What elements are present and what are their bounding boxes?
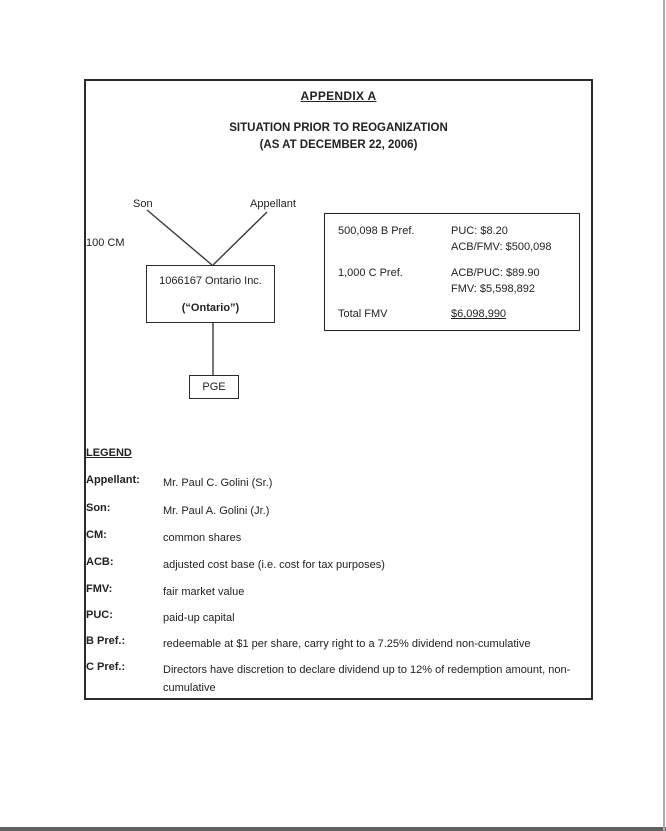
legend-title: LEGEND: [86, 447, 132, 459]
share-class-b-acb-fmv: ACB/FMV: $500,098: [451, 241, 552, 253]
legend-term: CM:: [86, 529, 107, 541]
share-details-box: [324, 213, 580, 331]
share-class-c-acb-puc: ACB/PUC: $89.90: [451, 267, 540, 279]
scan-edge-bottom: [0, 827, 666, 831]
legend-term: C Pref.:: [86, 661, 126, 673]
appendix-title: APPENDIX A: [300, 89, 377, 103]
legend-definition: adjusted cost base (i.e. cost for tax purposes): [163, 559, 385, 571]
appellant-label: Appellant: [250, 198, 296, 210]
share-class-b-puc: PUC: $8.20: [451, 225, 508, 237]
legend-term: FMV:: [86, 583, 113, 595]
pge-label: PGE: [202, 381, 226, 393]
total-fmv-label: Total FMV: [338, 308, 388, 320]
shareholding-label: 100 CM: [86, 237, 125, 249]
legend-term: PUC:: [86, 609, 113, 621]
legend-definition: paid-up capital: [163, 612, 235, 624]
situation-date: (AS AT DECEMBER 22, 2006): [259, 139, 418, 151]
situation-title: SITUATION PRIOR TO REOGANIZATION: [229, 122, 448, 134]
pge-box: [189, 375, 239, 399]
document-frame: [84, 79, 593, 700]
legend-term: Son:: [86, 502, 111, 514]
legend-definition: fair market value: [163, 586, 245, 598]
total-fmv-value: $6,098,990: [451, 308, 507, 320]
share-class-c: 1,000 C Pref.: [338, 267, 403, 279]
legend-definition: Mr. Paul A. Golini (Jr.): [163, 505, 270, 517]
ontario-box: [146, 265, 275, 323]
legend-definition: Mr. Paul C. Golini (Sr.): [163, 477, 273, 489]
legend-term: B Pref.:: [86, 635, 126, 647]
scan-edge-right: [663, 0, 665, 831]
legend-term: ACB:: [86, 556, 114, 568]
share-class-b: 500,098 B Pref.: [338, 225, 415, 237]
ontario-nickname: (“Ontario”): [181, 302, 240, 314]
legend-definition: common shares: [163, 532, 242, 544]
legend-term: Appellant:: [86, 474, 140, 486]
share-class-c-fmv: FMV: $5,598,892: [451, 283, 535, 295]
son-label: Son: [133, 198, 153, 210]
legend-definition: redeemable at $1 per share, carry right to a 7.25% dividend non-cumulative: [163, 638, 531, 650]
legend-definition: Directors have discretion to declare dividend up to 12% of redemption amount, non-cumulative: [163, 664, 571, 694]
ontario-company-name: 1066167 Ontario Inc.: [159, 275, 262, 287]
